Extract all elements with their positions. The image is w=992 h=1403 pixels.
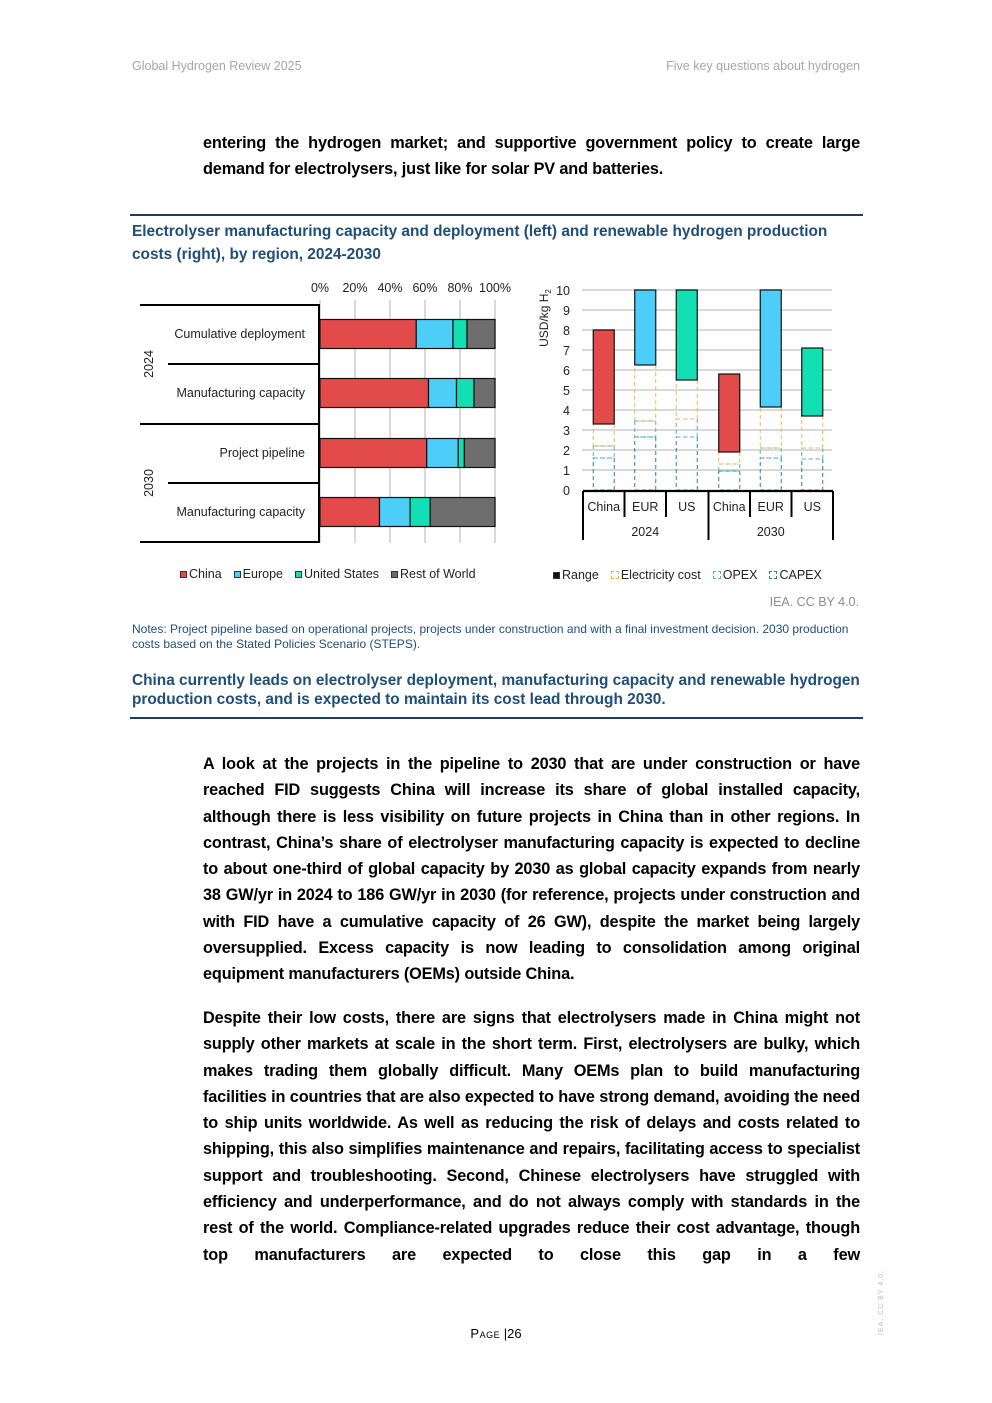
y-tick-label: 1: [563, 464, 570, 478]
group-label: 2024: [631, 525, 660, 539]
y-tick-label: 3: [563, 424, 570, 438]
range-bar: [760, 290, 781, 407]
electricity-segment: [760, 407, 781, 448]
legend-item: [391, 567, 476, 581]
bar-segment-rest-of-world: [467, 320, 495, 349]
legend-item: [234, 567, 283, 581]
group-label: 2030: [142, 469, 156, 497]
range-bar: [719, 374, 740, 452]
legend-label: United States: [303, 567, 380, 581]
bar-segment-china: [320, 379, 429, 408]
running-header-left: Global Hydrogen Review 2025: [132, 59, 302, 73]
y-tick-label: 8: [563, 324, 570, 338]
left-chart-legend: [180, 567, 476, 581]
y-axis-label: USD/kg $H_2$: [537, 289, 553, 347]
left-chart: [130, 278, 530, 553]
x-tick-label: 100%: [479, 281, 511, 295]
category-label: China: [712, 500, 746, 514]
bar-segment-china: [320, 498, 380, 527]
y-tick-label: 4: [563, 404, 570, 418]
electricity-segment: [719, 452, 740, 464]
x-tick-label: 40%: [377, 281, 403, 295]
y-tick-label: 0: [563, 484, 570, 498]
right-chart-legend: [553, 568, 822, 582]
group-label: 2030: [756, 525, 785, 539]
legend-label: Range: [562, 568, 599, 582]
bar-segment-europe: [429, 379, 457, 408]
category-label: Project pipeline: [219, 446, 305, 460]
category-label: US: [678, 500, 696, 514]
capex-segment: [760, 458, 781, 490]
legend-label: OPEX: [722, 568, 758, 582]
capex-segment: [676, 437, 697, 490]
range-bar: [802, 348, 823, 416]
y-tick-label: 10: [556, 284, 570, 298]
legend-swatch: [553, 572, 560, 579]
category-label: Cumulative deployment: [174, 327, 305, 341]
page-separator: |: [503, 1326, 508, 1341]
figure-credit: IEA. CC BY 4.0.: [769, 595, 859, 609]
group-label: 2024: [142, 350, 156, 378]
y-tick-label: 7: [563, 344, 570, 358]
side-credit: IEA. CC BY 4.0.: [878, 1269, 885, 1335]
opex-segment: [676, 419, 697, 437]
bar-segment-europe: [427, 439, 459, 468]
figure-takeaway: China currently leads on electrolyser deployment, manufacturing capacity and renewable hydrogen production costs, and is expected to maintain its cost lead through 2030.: [132, 672, 860, 708]
legend-swatch: [391, 571, 398, 578]
x-tick-label: 20%: [342, 281, 368, 295]
y-tick-label: 2: [563, 444, 570, 458]
legend-item: [180, 567, 222, 581]
right-chart: [530, 280, 850, 545]
running-header-right: Five key questions about hydrogen: [666, 59, 860, 73]
bar-segment-china: [320, 320, 416, 349]
opex-segment: [593, 446, 614, 458]
legend-swatch: [611, 571, 619, 579]
bar-segment-rest-of-world: [430, 498, 495, 527]
page-label: Page: [470, 1326, 501, 1341]
x-tick-label: 80%: [447, 281, 473, 295]
category-label: China: [587, 500, 621, 514]
page-number: 26: [507, 1326, 522, 1341]
bar-segment-europe: [380, 498, 411, 527]
legend-label: Europe: [242, 567, 283, 581]
range-bar: [676, 290, 697, 380]
legend-item: [713, 568, 758, 582]
legend-item: [295, 567, 379, 581]
category-label: Manufacturing capacity: [176, 505, 305, 519]
bar-segment-europe: [416, 320, 453, 349]
legend-item: [769, 568, 821, 582]
electricity-segment: [676, 380, 697, 419]
figure-bottom-rule: [130, 717, 863, 719]
bar-segment-united-states: [457, 379, 475, 408]
electricity-segment: [593, 424, 614, 446]
electricity-segment: [802, 416, 823, 448]
bar-segment-united-states: [453, 320, 467, 349]
range-bar: [635, 290, 656, 365]
bar-segment-china: [320, 439, 427, 468]
legend-item: [611, 568, 701, 582]
legend-label: Rest of World: [400, 567, 476, 581]
y-tick-label: 6: [563, 364, 570, 378]
legend-label: CAPEX: [779, 568, 822, 582]
legend-swatch: [295, 571, 302, 578]
bar-segment-united-states: [410, 498, 430, 527]
bar-segment-united-states: [458, 439, 464, 468]
intro-paragraph: entering the hydrogen market; and supportive government policy to create large demand for electrolysers, just like for solar PV and batteries.: [203, 134, 860, 179]
capex-segment: [635, 437, 656, 490]
page-footer: [0, 1326, 992, 1341]
legend-label: Electricity cost: [620, 568, 701, 582]
range-bar: [593, 330, 614, 424]
category-label: EUR: [757, 500, 784, 514]
body-paragraph-1: A look at the projects in the pipeline to 2030 that are under construction or have reached FID suggests China will increase its share of global installed capacity, although there is less visibility on future projects in China than in other regions. In contrast, China’s share of electrolyser manufacturing capacity is expected to decline to about one-third of global capacity by 2030 as global capacity expands from nearly 38 GW/yr in 2024 to 186 GW/yr in 2030 (for reference, projects under construction and with FID have a cumulative capacity of 26 GW), despite the market being largely oversupplied. Excess capacity is now leading to consolidation among original equipment manufacturers (OEMs) outside China.: [203, 755, 860, 984]
x-tick-label: 0%: [310, 281, 330, 295]
y-tick-label: 9: [563, 304, 570, 318]
capex-segment: [593, 458, 614, 490]
y-tick-label: 5: [563, 384, 570, 398]
legend-swatch: [713, 571, 721, 579]
subscript: 2: [544, 289, 553, 294]
figure-title: Electrolyser manufacturing capacity and deployment (left) and renewable hydrogen production costs (right), by region, 2024-2030: [132, 223, 828, 263]
category-label: US: [803, 500, 821, 514]
figure-notes: Notes: Project pipeline based on operational projects, projects under construction and with a final investment decision. 2030 production costs based on the Stated Policies Scenario (STEPS).: [132, 622, 849, 651]
category-label: EUR: [632, 500, 659, 514]
legend-item: [553, 568, 599, 582]
body-paragraph-2: Despite their low costs, there are signs that electrolysers made in China might not supply other markets at scale in the short term. First, electrolysers are bulky, which makes trading them globally difficult. Many OEMs plan to build manufacturing facilities in countries that are also expected to have strong demand, avoiding the need to ship units worldwide. As well as reducing the risk of delays and costs related to shipping, this also simplifies maintenance and repairs, facilitating access to specialist support and troubleshooting. Second, Chinese electrolysers have struggled with efficiency and underperformance, and do not always comply with standards in the rest of the world. Compliance-related upgrades reduce their cost advantage, though top manufacturers are expected to close this gap in a few: [203, 1009, 860, 1264]
legend-swatch: [234, 571, 241, 578]
bar-segment-rest-of-world: [474, 379, 495, 408]
legend-swatch: [180, 571, 187, 578]
figure-top-rule: [130, 214, 863, 216]
legend-label: China: [189, 567, 222, 581]
electricity-segment: [635, 365, 656, 421]
bar-segment-rest-of-world: [464, 439, 495, 468]
capex-segment: [802, 459, 823, 490]
capex-segment: [719, 471, 740, 490]
x-tick-label: 60%: [412, 281, 438, 295]
category-label: Manufacturing capacity: [176, 386, 305, 400]
legend-swatch: [769, 571, 777, 579]
